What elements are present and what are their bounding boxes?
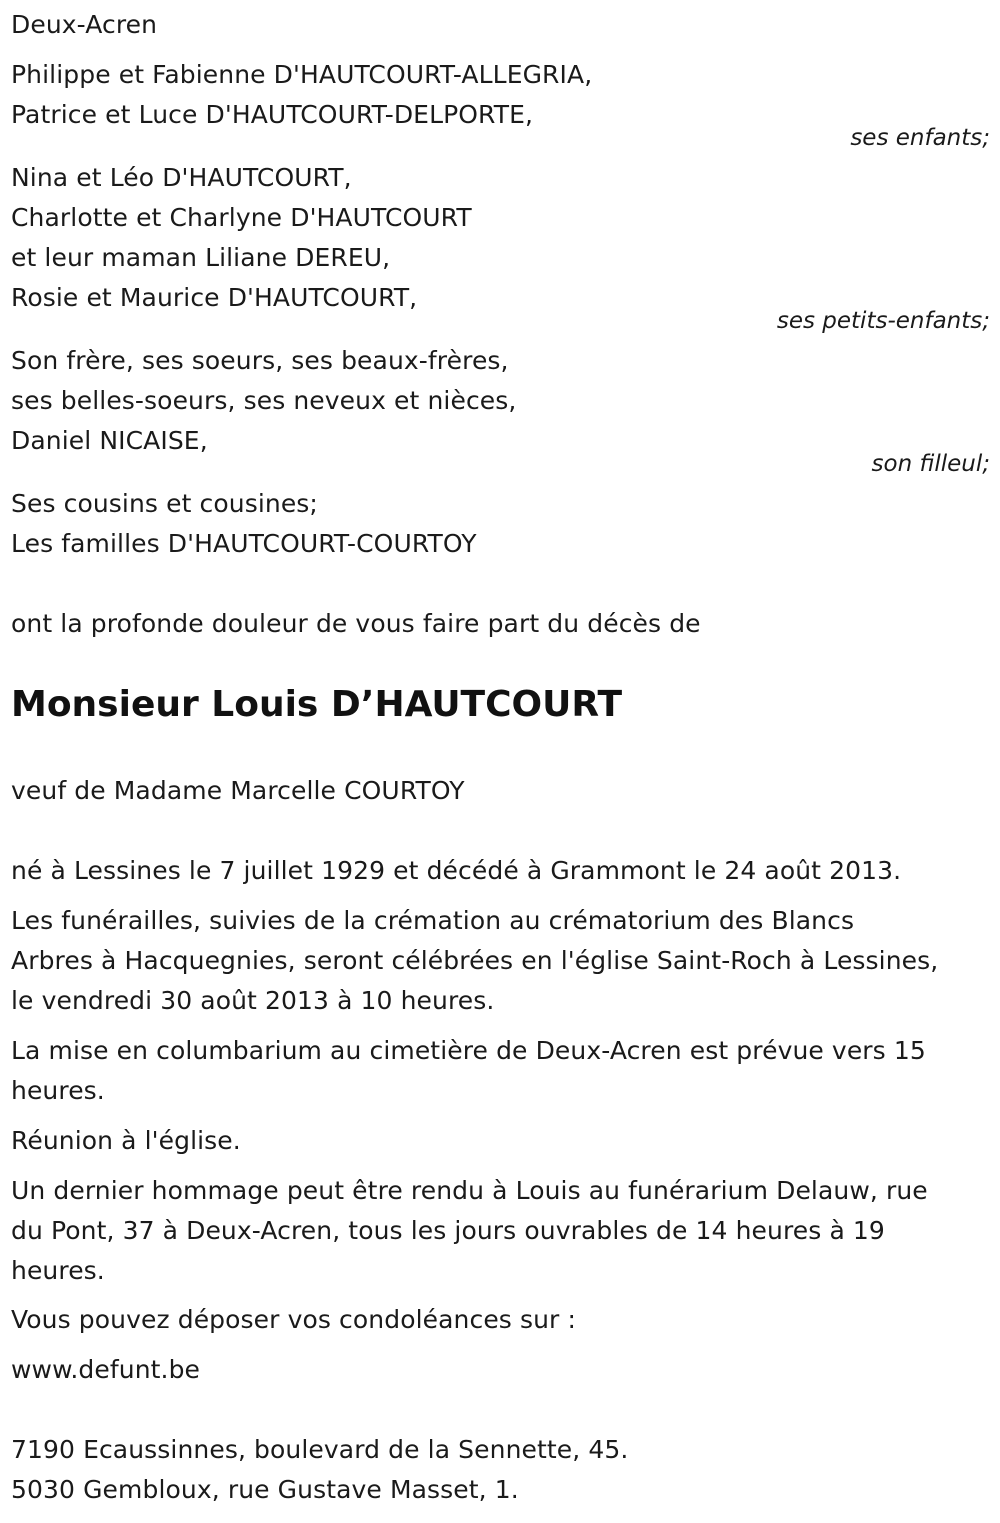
grandchildren-role: ses petits-enfants; (776, 308, 990, 334)
others-line: Ses cousins et cousines; (11, 489, 318, 518)
children-role: ses enfants; (850, 125, 990, 151)
grandchildren-line: Nina et Léo D'HAUTCOURT, (11, 163, 352, 192)
birth-death-line: né à Lessines le 7 juillet 1929 et décédé à Grammont le 24 août 2013. (11, 856, 902, 885)
relatives-line: Son frère, ses soeurs, ses beaux-frères, (11, 346, 509, 375)
meeting-line: Réunion à l'église. (11, 1126, 241, 1155)
condolences-website: www.defunt.be (11, 1355, 201, 1384)
address-line: 5030 Gembloux, rue Gustave Masset, 1. (11, 1475, 519, 1504)
grandchildren-line: Charlotte et Charlyne D'HAUTCOURT (11, 203, 472, 232)
columbarium-line: La mise en columbarium au cimetière de Deux-Acren est prévue vers 15 (11, 1036, 926, 1065)
tribute-line: Un dernier hommage peut être rendu à Louis au funérarium Delauw, rue (11, 1176, 928, 1205)
funeral-line: Arbres à Hacquegnies, seront célébrées en l'église Saint-Roch à Lessines, (11, 946, 939, 975)
deceased-name: Monsieur Louis D’HAUTCOURT (11, 684, 623, 725)
widower-line: veuf de Madame Marcelle COURTOY (11, 776, 465, 805)
funeral-line: Les funérailles, suivies de la crémation au crématorium des Blancs (11, 906, 855, 935)
children-line: Philippe et Fabienne D'HAUTCOURT-ALLEGRIA, (11, 60, 593, 89)
tribute-line: heures. (11, 1256, 105, 1285)
relatives-line: Daniel NICAISE, (11, 426, 208, 455)
columbarium-line: heures. (11, 1076, 105, 1105)
address-line: 7190 Ecaussinnes, boulevard de la Sennette, 45. (11, 1435, 629, 1464)
others-line: Les familles D'HAUTCOURT-COURTOY (11, 529, 477, 558)
relatives-line: ses belles-soeurs, ses neveux et nièces, (11, 386, 517, 415)
children-line: Patrice et Luce D'HAUTCOURT-DELPORTE, (11, 100, 534, 129)
grandchildren-line: et leur maman Liliane DEREU, (11, 243, 391, 272)
funeral-line: le vendredi 30 août 2013 à 10 heures. (11, 986, 495, 1015)
location: Deux-Acren (11, 10, 158, 39)
announcement: ont la profonde douleur de vous faire part du décès de (11, 609, 701, 638)
tribute-line: du Pont, 37 à Deux-Acren, tous les jours ouvrables de 14 heures à 19 (11, 1216, 885, 1245)
relatives-role: son filleul; (871, 451, 990, 477)
condolences-prompt: Vous pouvez déposer vos condoléances sur : (11, 1305, 576, 1334)
grandchildren-line: Rosie et Maurice D'HAUTCOURT, (11, 283, 418, 312)
